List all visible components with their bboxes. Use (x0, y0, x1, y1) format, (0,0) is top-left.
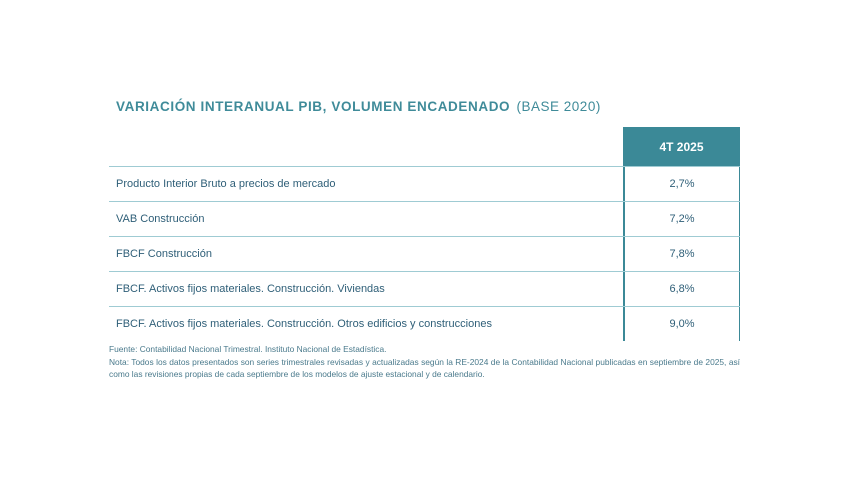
table-row (109, 307, 740, 341)
column-header-4t-2025: 4T 2025 (623, 127, 740, 166)
row-label: Producto Interior Bruto a precios de mercado (116, 178, 336, 190)
table-row (109, 272, 740, 307)
footnotes (109, 343, 740, 381)
row-label: FBCF. Activos fijos materiales. Construcción. Otros edificios y construcciones (116, 318, 492, 330)
methodology-note: Nota: Todos los datos presentados son series trimestrales revisadas y actualizadas según la RE-2024 de la Contabilidad Nacional publicadas en septiembre de 2025, así como las revisiones propias de cada septiembre de los modelos de ajuste estacional y de calendario. (109, 356, 740, 379)
gdp-table (109, 127, 740, 341)
row-value: 9,0% (623, 307, 740, 341)
row-label: FBCF Construcción (116, 248, 212, 260)
table-title (116, 99, 601, 114)
row-label: VAB Construcción (116, 213, 205, 225)
table-row (109, 167, 740, 202)
row-value: 2,7% (623, 167, 740, 201)
row-label: FBCF. Activos fijos materiales. Construcción. Viviendas (116, 283, 385, 295)
table-title-main: VARIACIÓN INTERANUAL PIB, VOLUMEN ENCADENADO (116, 99, 511, 114)
table-header-row (109, 127, 740, 167)
table-row (109, 202, 740, 237)
row-value: 6,8% (623, 272, 740, 306)
table-row (109, 237, 740, 272)
source-note: Fuente: Contabilidad Nacional Trimestral. Instituto Nacional de Estadística. (109, 344, 387, 354)
table-title-base: (BASE 2020) (516, 99, 601, 114)
row-value: 7,8% (623, 237, 740, 271)
row-value: 7,2% (623, 202, 740, 236)
